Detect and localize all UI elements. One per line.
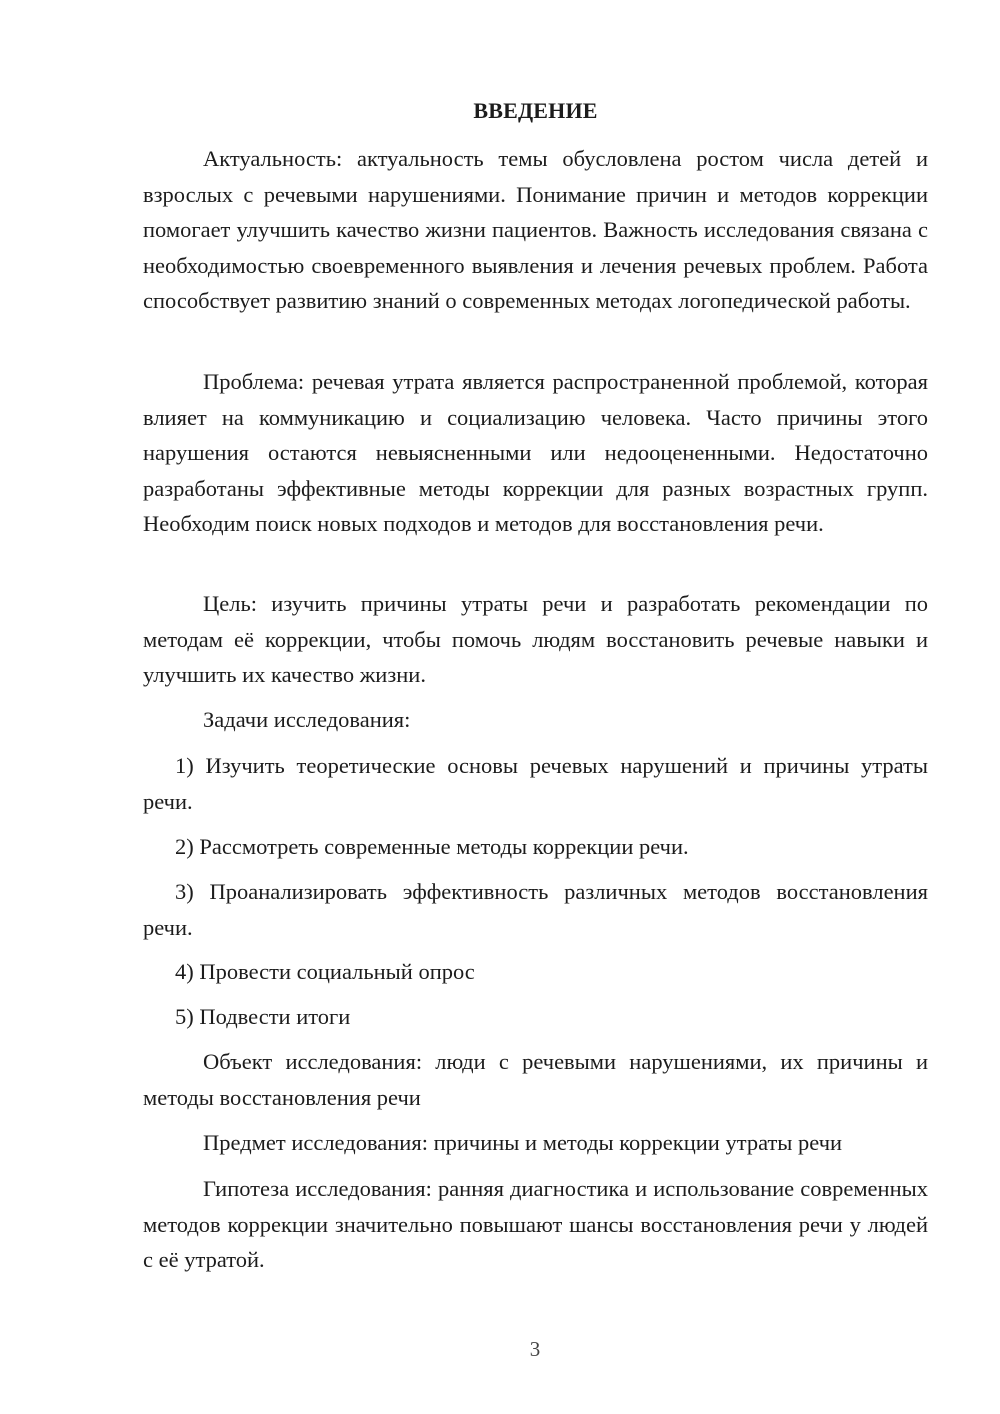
page-number: 3 bbox=[529, 1337, 541, 1361]
tasks-heading: Задачи исследования: bbox=[203, 707, 411, 732]
problem-paragraph: Проблема: речевая утрата является распространенной проблемой, которая влияет на коммуникацию и социализацию человека. Часто причины этого нарушения остаются невыясненными или недооцененными. Недостаточно разработаны эффективные методы коррекции для разных возрастных групп. Необходим поиск новых подходов и методов для восстановления речи. bbox=[143, 369, 928, 536]
task-item-5: 5) Подвести итоги bbox=[175, 1004, 351, 1029]
hypothesis-paragraph: Гипотеза исследования: ранняя диагностика и использование современных методов коррекции значительно повышают шансы восстановления речи у людей с её утратой. bbox=[143, 1176, 928, 1272]
page-title: ВВЕДЕНИЕ bbox=[473, 98, 598, 123]
task-item-4: 4) Провести социальный опрос bbox=[175, 959, 475, 984]
relevance-paragraph: Актуальность: актуальность темы обусловлена ростом числа детей и взрослых с речевыми нарушениями. Понимание причин и методов коррекции помогает улучшить качество жизни пациентов. Важность исследования связана с необходимостью своевременного выявления и лечения речевых проблем. Работа способствует развитию знаний о современных методах логопедической работы. bbox=[143, 146, 928, 313]
subject-paragraph: Предмет исследования: причины и методы коррекции утраты речи bbox=[203, 1130, 843, 1155]
task-item-2: 2) Рассмотреть современные методы коррекции речи. bbox=[175, 834, 689, 859]
task-item-1: 1) Изучить теоретические основы речевых нарушений и причины утраты речи. bbox=[143, 753, 928, 814]
task-item-3: 3) Проанализировать эффективность различных методов восстановления речи. bbox=[143, 879, 928, 940]
object-paragraph: Объект исследования: люди с речевыми нарушениями, их причины и методы восстановления речи bbox=[143, 1049, 928, 1110]
goal-paragraph: Цель: изучить причины утраты речи и разработать рекомендации по методам её коррекции, чтобы помочь людям восстановить речевые навыки и улучшить их качество жизни. bbox=[143, 591, 928, 687]
